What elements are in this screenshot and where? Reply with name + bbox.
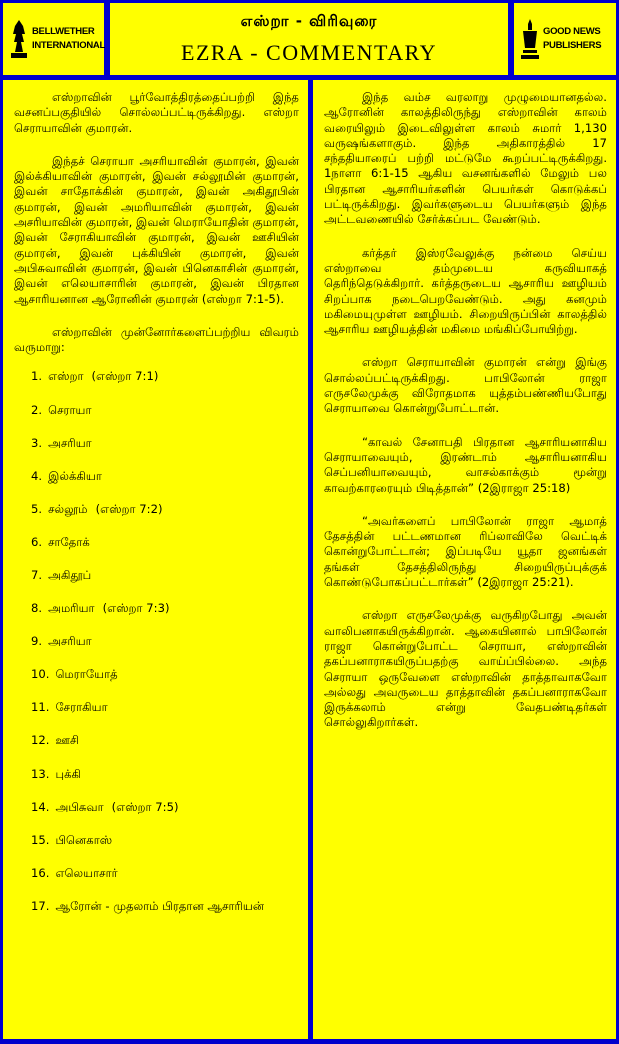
good-news-logo bbox=[520, 17, 612, 61]
list-item-number: 1. bbox=[31, 369, 43, 384]
list-item bbox=[31, 667, 299, 682]
list-item-number: 10. bbox=[31, 667, 50, 682]
list-item bbox=[31, 601, 299, 616]
list-item-number: 15. bbox=[31, 832, 50, 847]
list-item-name: அகிதூப் bbox=[48, 568, 92, 583]
list-item bbox=[31, 469, 299, 484]
list-item-name: இல்க்கியா bbox=[48, 468, 102, 483]
list-item-name: சேராகியா bbox=[55, 700, 108, 715]
list-item-number: 17. bbox=[31, 898, 50, 913]
list-item-name: ஆரோன் - முதலாம் பிரதான ஆசாரியன் bbox=[55, 898, 265, 913]
title-panel bbox=[110, 3, 508, 75]
list-item-name: செராயா bbox=[48, 402, 92, 417]
list-item bbox=[31, 369, 299, 384]
left-paragraph-3: எஸ்றாவின் முன்னோர்களைப்பற்றிய விவரம் வருமாறு: bbox=[14, 324, 299, 355]
bellwether-logo-panel bbox=[3, 3, 104, 75]
list-item-number: 7. bbox=[31, 568, 43, 583]
list-item-number: 3. bbox=[31, 435, 43, 450]
right-column bbox=[313, 80, 616, 1039]
list-item-name: அமரியா bbox=[48, 601, 95, 616]
right-paragraph-3: எஸ்றா செராயாவின் குமாரன் என்று இங்கு சொல்லப்பட்டிருக்கிறது. பாபிலோன் ராஜா எருசலேமுக்கு விரோதமாக யுத்தம்பண்ணியபோது செராயாவை கொன்றுபோட்டான். bbox=[324, 355, 607, 416]
logo-line-2: INTERNATIONAL bbox=[32, 40, 105, 51]
logo-line-2: PUBLISHERS bbox=[543, 40, 602, 51]
list-item-reference: (எஸ்றா 7:2) bbox=[95, 501, 163, 516]
good-news-logo-panel bbox=[514, 3, 616, 75]
list-item-name: எலெயாசார் bbox=[55, 865, 118, 880]
list-item-name: அபிசுவா bbox=[55, 799, 104, 814]
list-item-number: 4. bbox=[31, 468, 43, 483]
list-item-name: மெராயோத் bbox=[55, 667, 118, 682]
list-item bbox=[31, 568, 299, 583]
list-item bbox=[31, 700, 299, 715]
bellwether-logo bbox=[9, 17, 105, 61]
left-paragraph-1: எஸ்றாவின் பூர்வோத்திரத்தைப்பற்றி இந்த வசனப்பகுதியில் சொல்லப்பட்டிருக்கிறது. எஸ்றா செராயாவின் குமாரன். bbox=[14, 90, 299, 135]
list-item-name: சல்லூம் bbox=[48, 501, 88, 516]
left-paragraph-2: இந்தச் செராயா அசரியாவின் குமாரன், இவன் இல்க்கியாவின் குமாரன், இவன் சல்லூமின் குமாரன், இவன் சாதோக்கின் குமாரன், இவன் அகிதூபின் குமாரன், இவன் அமரியாவின் குமாரன், இவன் அசரியாவின் குமாரன், இவன் மெராயோதின் குமாரன், இவன் சேராகியாவின் குமாரன், இவன் ஊசியின் குமாரன், இவன் புக்கியின் குமாரன், இவன் அபிசுவாவின் குமாரன், இவன் பினெகாசின் குமாரன், இவன் எலெயாசாரின் குமாரன், இவன் பிரதான ஆசாரியனான ஆரோனின் குமாரன் (எஸ்றா 7:1-5). bbox=[14, 153, 299, 306]
good-news-lamp-icon bbox=[520, 18, 540, 60]
right-paragraph-1: இந்த வம்ச வரலாறு முழுமையானதல்ல. ஆரோனின் காலத்திலிருந்து எஸ்றாவின் காலம் வரையிலும் இடைவிலுள்ள காலம் சுமார் 1,130 வருஷங்களாகும். இந்த அதிகாரத்தில் 17 சந்ததியாரைப் பற்றி மட்டுமே கூறப்பட்டிருக்கிறது. 1நாளா 6:1-15 ஆகிய வசனங்களில் மேலும் பல பிரதான ஆசாரியர்களின் பெயர்கள் கொடுக்கப் பட்டிருக்கிறது. இவர்களுடைய பெயர்களும் இந்த அட்டவணையில் சேர்க்கப்பட வேண்டும். bbox=[324, 90, 607, 227]
ancestor-list bbox=[14, 369, 299, 914]
bellwether-ram-icon bbox=[9, 18, 29, 60]
logo-line-1: GOOD NEWS bbox=[543, 26, 601, 37]
list-item-number: 6. bbox=[31, 534, 43, 549]
right-paragraph-6: எஸ்றா எருசலேமுக்கு வருகிறபோது அவன் வாலிபனாகயிருக்கிறான். ஆகையினால் பாபிலோன் ராஜா கொன்றுபோட்ட செராயா, எஸ்றாவின் தகப்பனாராகயிருப்பதற்கு வாய்ப்பில்லை. அந்த செராயா ஒருவேளை எஸ்றாவின் தாத்தாவாகவோ அல்லது அவருடைய தாத்தாவின் தகப்பனாராகவோ இருக்கலாம் என்று வேதபண்டிதர்கள் சொல்லுகிறார்கள். bbox=[324, 608, 607, 730]
page-title-tamil: எஸ்றா - விரிவுரை bbox=[240, 12, 378, 30]
list-item bbox=[31, 899, 299, 914]
list-item bbox=[31, 502, 299, 517]
list-item-number: 5. bbox=[31, 501, 43, 516]
logo-line-1: BELLWETHER bbox=[32, 26, 95, 37]
list-item-number: 16. bbox=[31, 865, 50, 880]
list-item-name: ஊசி bbox=[55, 733, 80, 748]
list-item bbox=[31, 634, 299, 649]
list-item-name: எஸ்றா bbox=[48, 369, 84, 384]
list-item bbox=[31, 535, 299, 550]
list-item-number: 8. bbox=[31, 601, 43, 616]
list-item-name: அசரியா bbox=[48, 435, 92, 450]
left-column bbox=[3, 80, 308, 1039]
list-item bbox=[31, 800, 299, 815]
right-paragraph-2: கர்த்தர் இஸ்ரவேலுக்கு நன்மை செய்ய எஸ்றாவை தம்முடைய கருவியாகத் தெரிந்தெடுக்கிறார். கர்த்தருடைய ஆசாரிய ஊழியம் சிறப்பாக நடைபெறவேண்டும். அது கனமும் மகிமையுமுள்ள ஊழியம். சிறையிருப்பின் காலத்தில் ஆசாரிய ஊழியத்தின் மகிமை மங்கிப்போயிற்று. bbox=[324, 245, 607, 337]
list-item-name: புக்கி bbox=[55, 766, 81, 781]
page-title-english: EZRA - COMMENTARY bbox=[181, 40, 437, 65]
list-item-number: 11. bbox=[31, 700, 50, 715]
list-item-reference: (எஸ்றா 7:1) bbox=[91, 369, 159, 384]
list-item-reference: (எஸ்றா 7:3) bbox=[102, 601, 170, 616]
list-item-reference: (எஸ்றா 7:5) bbox=[111, 799, 179, 814]
list-item-name: பினெகாஸ் bbox=[55, 832, 113, 847]
list-item bbox=[31, 833, 299, 848]
list-item-name: சாதோக் bbox=[48, 534, 90, 549]
list-item-number: 9. bbox=[31, 634, 43, 649]
list-item-number: 13. bbox=[31, 766, 50, 781]
list-item bbox=[31, 767, 299, 782]
right-paragraph-5: “அவர்களைப் பாபிலோன் ராஜா ஆமாத் தேசத்தின் பட்டணமான ரிப்லாவிலே வெட்டிக் கொன்றுபோட்டான்; இப்படியே யூதா ஜனங்கள் தங்கள் தேசத்திலிருந்து சிறையிருப்புக்குக் கொண்டுபோகப்பட்டார்கள்” (2இராஜா 25:21). bbox=[324, 513, 607, 590]
list-item-number: 2. bbox=[31, 402, 43, 417]
list-item bbox=[31, 733, 299, 748]
list-item-name: அசரியா bbox=[48, 634, 92, 649]
list-item bbox=[31, 403, 299, 418]
right-paragraph-4: “காவல் சேனாபதி பிரதான ஆசாரியனாகிய செராயாவையும், இரண்டாம் ஆசாரியனாகிய செப்பனியாவையும், வாசல்காக்கும் மூன்று காவற்காரரையும் பிடித்தான்” (2இராஜா 25:18) bbox=[324, 434, 607, 495]
list-item bbox=[31, 436, 299, 451]
list-item-number: 14. bbox=[31, 799, 50, 814]
list-item bbox=[31, 866, 299, 881]
list-item-number: 12. bbox=[31, 733, 50, 748]
